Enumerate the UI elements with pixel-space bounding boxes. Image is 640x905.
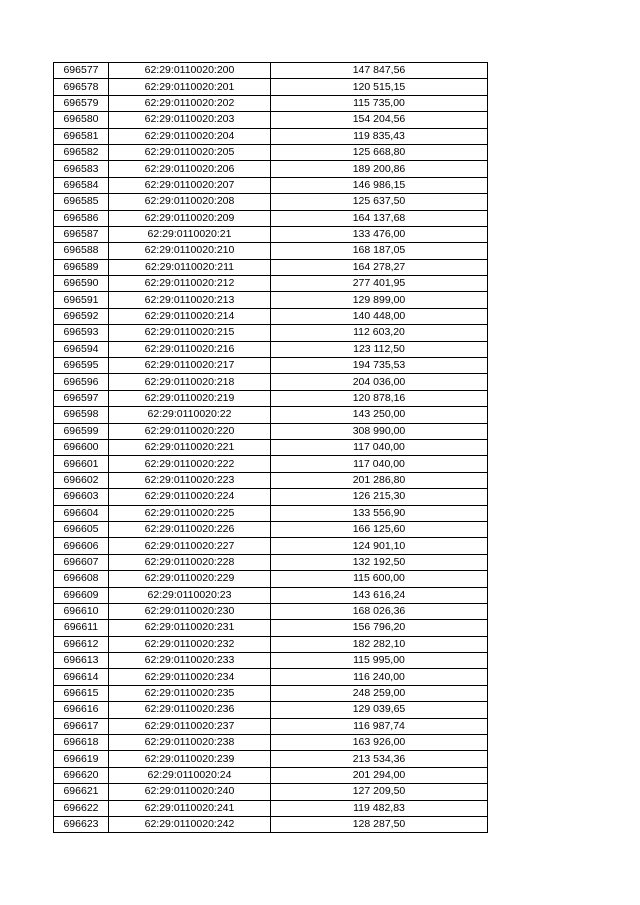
table-row [54, 505, 488, 521]
table-row [54, 636, 488, 652]
table-row [54, 456, 488, 472]
cadastral-number-cell: 62:29:0110020:223 [109, 472, 271, 488]
cadastral-number-cell: 62:29:0110020:237 [109, 718, 271, 734]
value-cell: 119 482,83 [271, 800, 488, 816]
cadastral-number-cell: 62:29:0110020:209 [109, 210, 271, 226]
table-row [54, 210, 488, 226]
cadastral-number-cell: 62:29:0110020:240 [109, 784, 271, 800]
table-row [54, 439, 488, 455]
table-row [54, 702, 488, 718]
cadastral-number-cell: 62:29:0110020:202 [109, 95, 271, 111]
row-number-cell: 696582 [54, 144, 109, 160]
cadastral-number-cell: 62:29:0110020:23 [109, 587, 271, 603]
value-cell: 204 036,00 [271, 374, 488, 390]
row-number-cell: 696604 [54, 505, 109, 521]
cadastral-number-cell: 62:29:0110020:206 [109, 161, 271, 177]
table-row [54, 784, 488, 800]
table-row [54, 276, 488, 292]
table-body [54, 63, 488, 833]
value-cell: 140 448,00 [271, 308, 488, 324]
table-row [54, 767, 488, 783]
value-cell: 182 282,10 [271, 636, 488, 652]
value-cell: 127 209,50 [271, 784, 488, 800]
value-cell: 132 192,50 [271, 554, 488, 570]
table-row [54, 800, 488, 816]
cadastral-number-cell: 62:29:0110020:225 [109, 505, 271, 521]
table-row [54, 358, 488, 374]
cadastral-number-cell: 62:29:0110020:236 [109, 702, 271, 718]
cadastral-number-cell: 62:29:0110020:242 [109, 816, 271, 832]
value-cell: 166 125,60 [271, 521, 488, 537]
table-row [54, 390, 488, 406]
value-cell: 129 039,65 [271, 702, 488, 718]
row-number-cell: 696588 [54, 243, 109, 259]
table-row [54, 95, 488, 111]
value-cell: 248 259,00 [271, 685, 488, 701]
cadastral-number-cell: 62:29:0110020:210 [109, 243, 271, 259]
value-cell: 125 637,50 [271, 194, 488, 210]
table-row [54, 571, 488, 587]
value-cell: 117 040,00 [271, 439, 488, 455]
row-number-cell: 696595 [54, 358, 109, 374]
row-number-cell: 696601 [54, 456, 109, 472]
row-number-cell: 696578 [54, 79, 109, 95]
value-cell: 128 287,50 [271, 816, 488, 832]
table-row [54, 538, 488, 554]
table-row [54, 144, 488, 160]
table-row [54, 554, 488, 570]
value-cell: 147 847,56 [271, 63, 488, 79]
row-number-cell: 696600 [54, 439, 109, 455]
value-cell: 123 112,50 [271, 341, 488, 357]
row-number-cell: 696592 [54, 308, 109, 324]
row-number-cell: 696598 [54, 407, 109, 423]
cadastral-number-cell: 62:29:0110020:224 [109, 489, 271, 505]
cadastral-number-cell: 62:29:0110020:201 [109, 79, 271, 95]
value-cell: 164 137,68 [271, 210, 488, 226]
table-row [54, 423, 488, 439]
value-cell: 163 926,00 [271, 735, 488, 751]
row-number-cell: 696585 [54, 194, 109, 210]
table-row [54, 177, 488, 193]
cadastral-number-cell: 62:29:0110020:213 [109, 292, 271, 308]
row-number-cell: 696586 [54, 210, 109, 226]
row-number-cell: 696614 [54, 669, 109, 685]
table-row [54, 243, 488, 259]
row-number-cell: 696596 [54, 374, 109, 390]
value-cell: 120 878,16 [271, 390, 488, 406]
value-cell: 189 200,86 [271, 161, 488, 177]
table-row [54, 226, 488, 242]
row-number-cell: 696577 [54, 63, 109, 79]
table-row [54, 521, 488, 537]
cadastral-number-cell: 62:29:0110020:227 [109, 538, 271, 554]
row-number-cell: 696597 [54, 390, 109, 406]
table-row [54, 587, 488, 603]
table-row [54, 325, 488, 341]
cadastral-number-cell: 62:29:0110020:231 [109, 620, 271, 636]
row-number-cell: 696609 [54, 587, 109, 603]
table-row [54, 603, 488, 619]
cadastral-number-cell: 62:29:0110020:228 [109, 554, 271, 570]
value-cell: 143 250,00 [271, 407, 488, 423]
cadastral-number-cell: 62:29:0110020:226 [109, 521, 271, 537]
cadastral-number-cell: 62:29:0110020:24 [109, 767, 271, 783]
value-cell: 213 534,36 [271, 751, 488, 767]
cadastral-number-cell: 62:29:0110020:238 [109, 735, 271, 751]
row-number-cell: 696599 [54, 423, 109, 439]
cadastral-number-cell: 62:29:0110020:241 [109, 800, 271, 816]
cadastral-number-cell: 62:29:0110020:211 [109, 259, 271, 275]
row-number-cell: 696616 [54, 702, 109, 718]
row-number-cell: 696580 [54, 112, 109, 128]
row-number-cell: 696581 [54, 128, 109, 144]
cadastral-number-cell: 62:29:0110020:205 [109, 144, 271, 160]
cadastral-number-cell: 62:29:0110020:21 [109, 226, 271, 242]
row-number-cell: 696587 [54, 226, 109, 242]
row-number-cell: 696583 [54, 161, 109, 177]
value-cell: 133 556,90 [271, 505, 488, 521]
value-cell: 129 899,00 [271, 292, 488, 308]
table-row [54, 407, 488, 423]
row-number-cell: 696603 [54, 489, 109, 505]
table-row [54, 735, 488, 751]
table-row [54, 718, 488, 734]
row-number-cell: 696620 [54, 767, 109, 783]
table-row [54, 472, 488, 488]
cadastral-number-cell: 62:29:0110020:208 [109, 194, 271, 210]
cadastral-number-cell: 62:29:0110020:203 [109, 112, 271, 128]
value-cell: 115 600,00 [271, 571, 488, 587]
row-number-cell: 696618 [54, 735, 109, 751]
row-number-cell: 696594 [54, 341, 109, 357]
row-number-cell: 696619 [54, 751, 109, 767]
table-row [54, 259, 488, 275]
value-cell: 308 990,00 [271, 423, 488, 439]
row-number-cell: 696605 [54, 521, 109, 537]
row-number-cell: 696591 [54, 292, 109, 308]
row-number-cell: 696623 [54, 816, 109, 832]
value-cell: 143 616,24 [271, 587, 488, 603]
cadastral-number-cell: 62:29:0110020:233 [109, 653, 271, 669]
value-cell: 168 187,05 [271, 243, 488, 259]
row-number-cell: 696593 [54, 325, 109, 341]
value-cell: 146 986,15 [271, 177, 488, 193]
cadastral-number-cell: 62:29:0110020:220 [109, 423, 271, 439]
table-row [54, 161, 488, 177]
cadastral-number-cell: 62:29:0110020:200 [109, 63, 271, 79]
cadastral-number-cell: 62:29:0110020:218 [109, 374, 271, 390]
row-number-cell: 696608 [54, 571, 109, 587]
value-cell: 201 294,00 [271, 767, 488, 783]
row-number-cell: 696615 [54, 685, 109, 701]
cadastral-number-cell: 62:29:0110020:239 [109, 751, 271, 767]
value-cell: 125 668,80 [271, 144, 488, 160]
cadastral-number-cell: 62:29:0110020:232 [109, 636, 271, 652]
row-number-cell: 696612 [54, 636, 109, 652]
row-number-cell: 696606 [54, 538, 109, 554]
value-cell: 126 215,30 [271, 489, 488, 505]
row-number-cell: 696613 [54, 653, 109, 669]
row-number-cell: 696579 [54, 95, 109, 111]
row-number-cell: 696602 [54, 472, 109, 488]
table-row [54, 669, 488, 685]
cadastral-number-cell: 62:29:0110020:221 [109, 439, 271, 455]
cadastral-number-cell: 62:29:0110020:217 [109, 358, 271, 374]
cadastral-number-cell: 62:29:0110020:222 [109, 456, 271, 472]
table-row [54, 374, 488, 390]
table-row [54, 341, 488, 357]
cadastral-number-cell: 62:29:0110020:215 [109, 325, 271, 341]
table-row [54, 63, 488, 79]
row-number-cell: 696621 [54, 784, 109, 800]
value-cell: 164 278,27 [271, 259, 488, 275]
cadastral-number-cell: 62:29:0110020:234 [109, 669, 271, 685]
table-row [54, 79, 488, 95]
value-cell: 116 987,74 [271, 718, 488, 734]
table-row [54, 816, 488, 832]
value-cell: 277 401,95 [271, 276, 488, 292]
table-row [54, 128, 488, 144]
table-row [54, 194, 488, 210]
table-row [54, 653, 488, 669]
table-row [54, 292, 488, 308]
row-number-cell: 696622 [54, 800, 109, 816]
table-row [54, 308, 488, 324]
value-cell: 115 735,00 [271, 95, 488, 111]
cadastral-number-cell: 62:29:0110020:219 [109, 390, 271, 406]
value-cell: 119 835,43 [271, 128, 488, 144]
cadastral-number-cell: 62:29:0110020:216 [109, 341, 271, 357]
value-cell: 133 476,00 [271, 226, 488, 242]
value-cell: 201 286,80 [271, 472, 488, 488]
cadastral-number-cell: 62:29:0110020:212 [109, 276, 271, 292]
value-cell: 120 515,15 [271, 79, 488, 95]
cadastral-value-table [53, 62, 488, 833]
value-cell: 115 995,00 [271, 653, 488, 669]
table-row [54, 751, 488, 767]
cadastral-number-cell: 62:29:0110020:204 [109, 128, 271, 144]
row-number-cell: 696611 [54, 620, 109, 636]
row-number-cell: 696607 [54, 554, 109, 570]
value-cell: 156 796,20 [271, 620, 488, 636]
table-row [54, 489, 488, 505]
value-cell: 194 735,53 [271, 358, 488, 374]
cadastral-number-cell: 62:29:0110020:235 [109, 685, 271, 701]
row-number-cell: 696610 [54, 603, 109, 619]
cadastral-number-cell: 62:29:0110020:230 [109, 603, 271, 619]
value-cell: 124 901,10 [271, 538, 488, 554]
value-cell: 154 204,56 [271, 112, 488, 128]
cadastral-number-cell: 62:29:0110020:22 [109, 407, 271, 423]
table-row [54, 685, 488, 701]
row-number-cell: 696584 [54, 177, 109, 193]
cadastral-number-cell: 62:29:0110020:229 [109, 571, 271, 587]
cadastral-number-cell: 62:29:0110020:214 [109, 308, 271, 324]
row-number-cell: 696589 [54, 259, 109, 275]
row-number-cell: 696590 [54, 276, 109, 292]
cadastral-number-cell: 62:29:0110020:207 [109, 177, 271, 193]
row-number-cell: 696617 [54, 718, 109, 734]
table-row [54, 112, 488, 128]
value-cell: 112 603,20 [271, 325, 488, 341]
value-cell: 168 026,36 [271, 603, 488, 619]
value-cell: 116 240,00 [271, 669, 488, 685]
table-row [54, 620, 488, 636]
value-cell: 117 040,00 [271, 456, 488, 472]
